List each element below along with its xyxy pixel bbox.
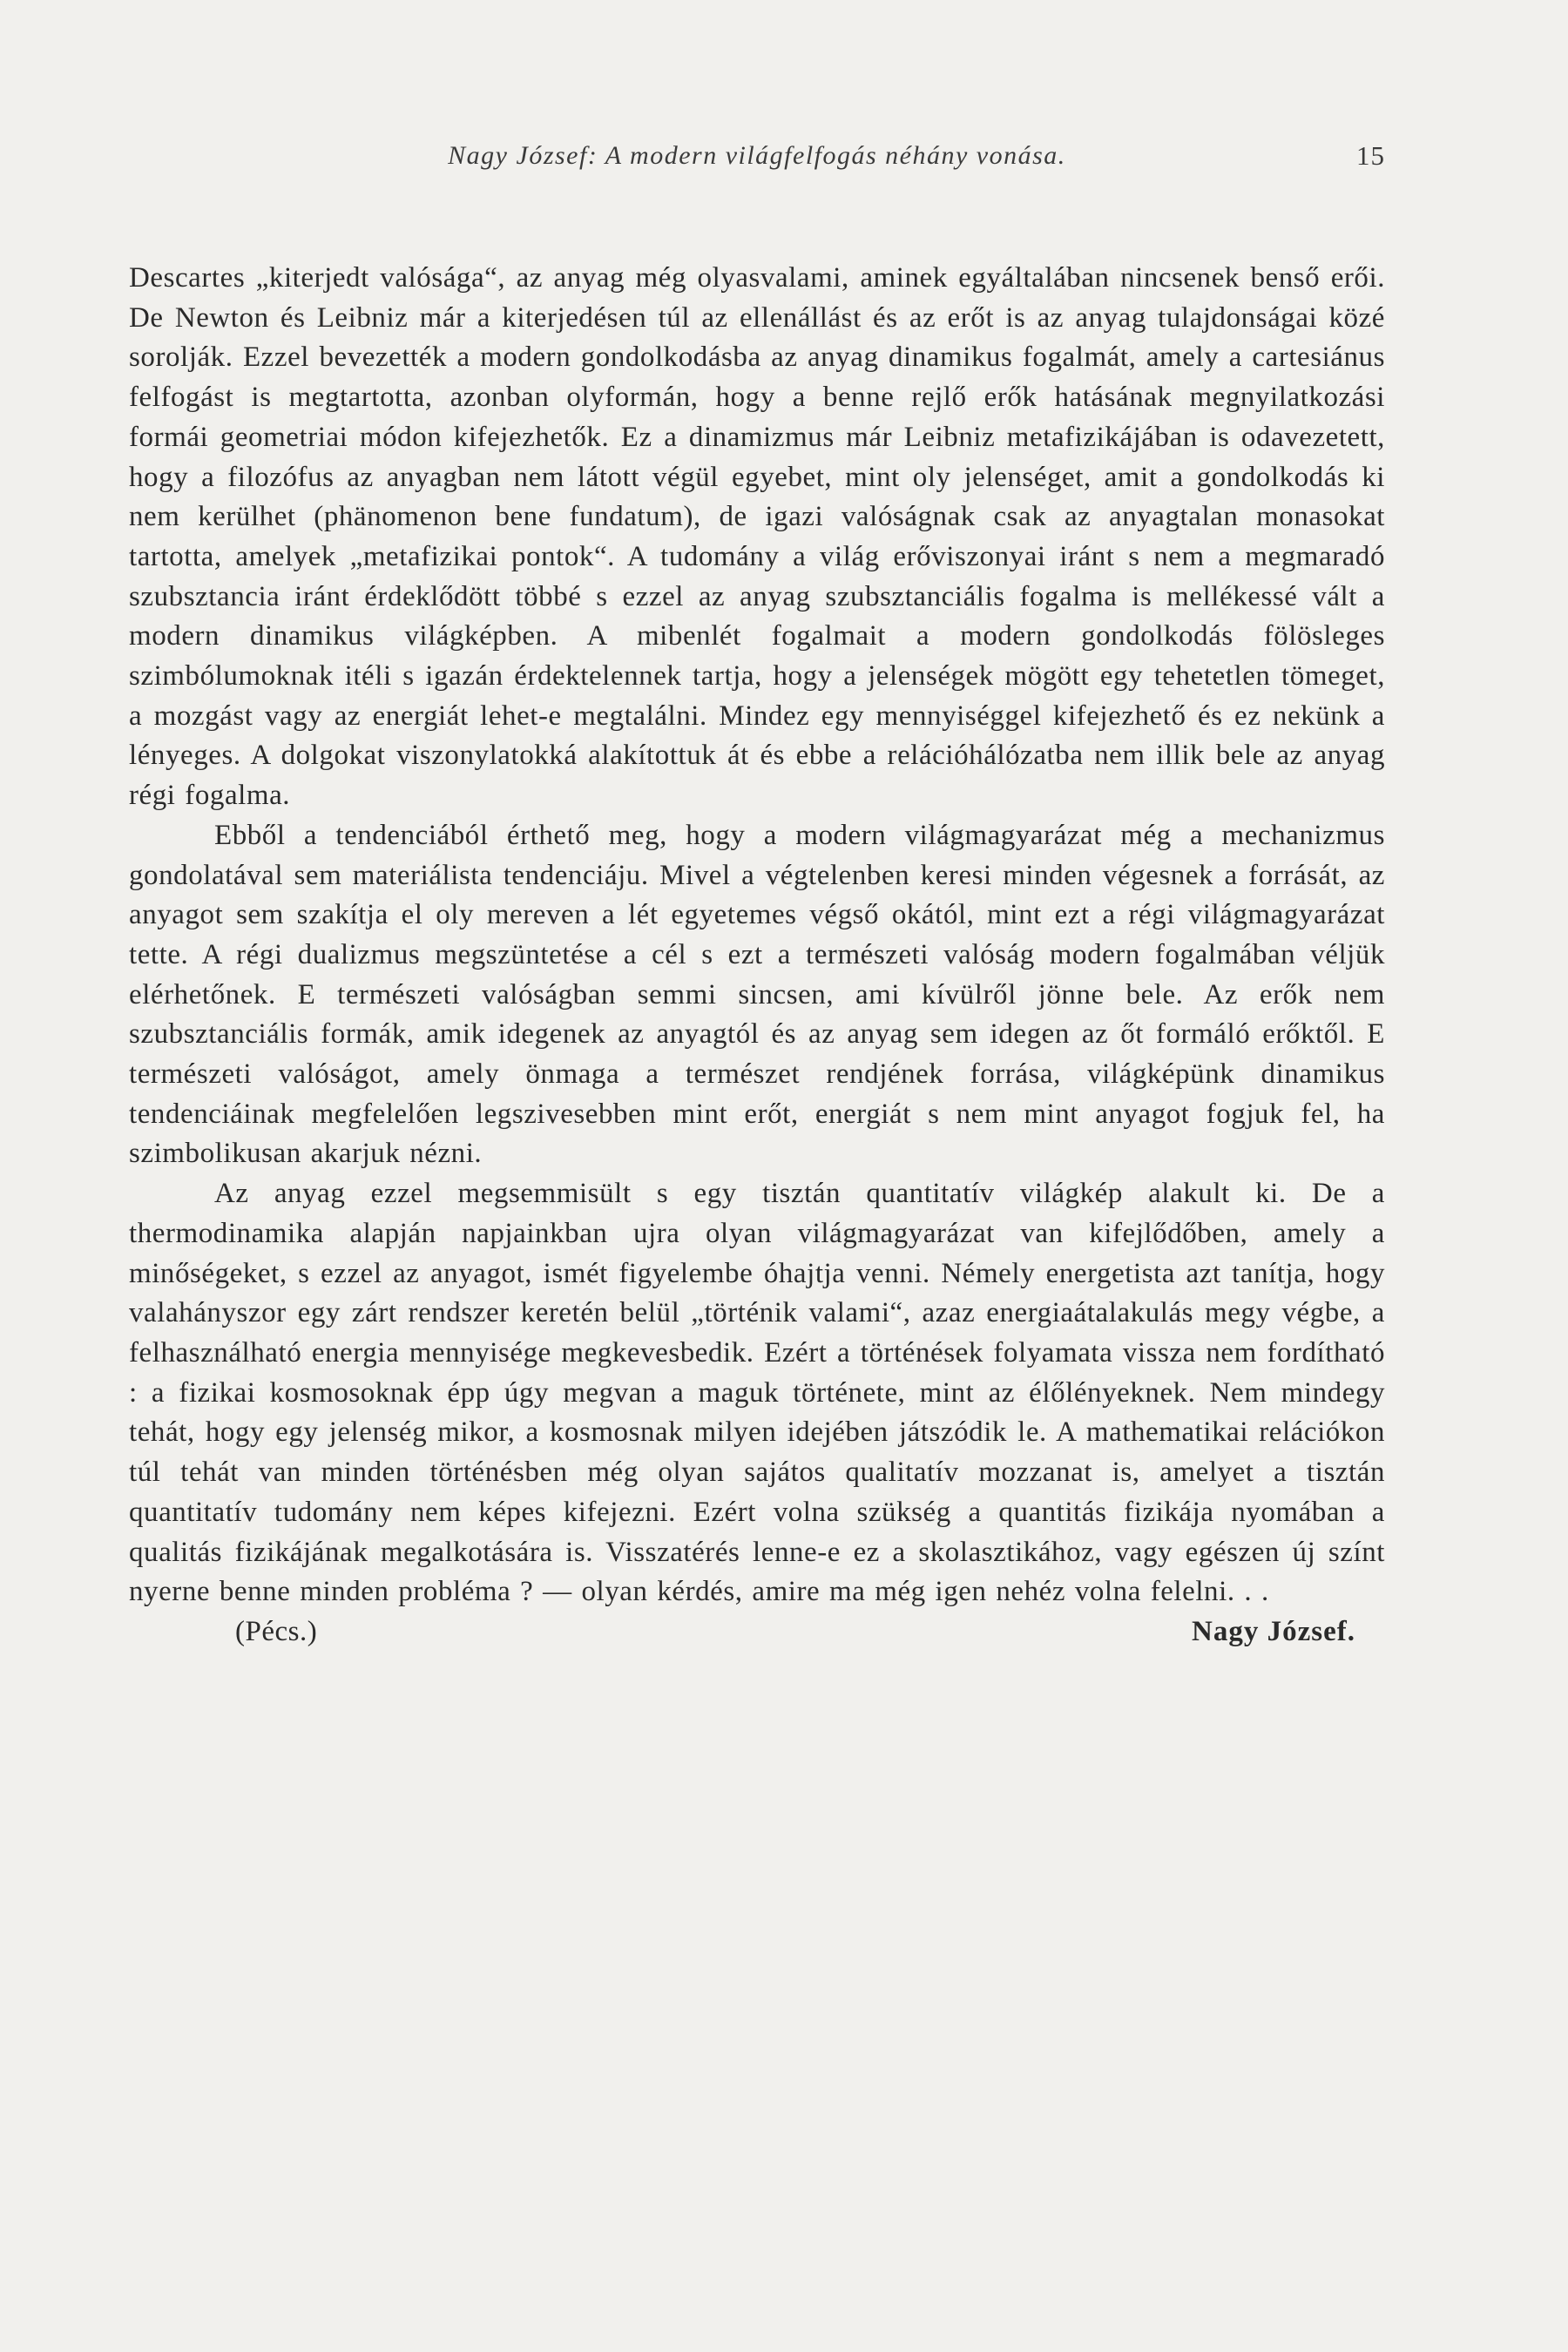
paragraph-3: Az anyag ezzel megsemmisült s egy tisztán quantitatív világkép alakult ki. De a thermodinamika alapján napjainkban ujra olyan világmagyarázat van kifejlődőben, amely a minőségeket, s ezzel az anyagot, ismét figyelembe óhajtja venni. Némely energetista azt tanítja, hogy valahányszor egy zárt rendszer keretén belül „történik valami“, azaz energiaátalakulás megy végbe, a felhasználható energia mennyisége megkevesbedik. Ezért a történések folyamata vissza nem fordítható : a fizikai kosmosoknak épp úgy megvan a maguk története, mint az élőlényeknek. Nem mindegy tehát, hogy egy jelenség mikor, a kosmosnak milyen idejében játszódik le. A mathematikai relációkon túl tehát van minden történésben még olyan sajátos qualitatív mozzanat is, amelyet a tisztán quantitatív tudomány nem képes kifejezni. Ezért volna szükség a quantitás fizikája nyomában a qualitás fizikájának megalkotására is. Visszatérés lenne-e ez a skolasztikához, vagy egészen új színt nyerne benne minden probléma ? — olyan kérdés, amire ma még igen nehéz volna felelni. . . (129, 1178, 1385, 1608)
article-body (129, 259, 1385, 1652)
page-number: 15 (1356, 140, 1385, 171)
running-title: Nagy József: A modern világfelfogás néhány vonása. (448, 141, 1066, 170)
running-head (129, 134, 1385, 178)
closing-line (129, 1612, 1385, 1652)
paragraph-1: Descartes „kiterjedt valósága“, az anyag még olyasvalami, aminek egyáltalában nincsenek benső erői. De Newton és Leibniz már a kiterjedésen túl az ellenállást és az erőt is az anyag tulajdonságai közé sorolják. Ezzel bevezették a modern gondolkodásba az anyag dinamikus fogalmát, amely a cartesiánus felfogást is megtartotta, azonban olyformán, hogy a benne rejlő erők hatásának megnyilatkozási formái geometriai módon kifejezhetők. Ez a dinamizmus már Leibniz metafizikájában is odavezetett, hogy a filozófus az anyagban nem látott végül egyebet, mint oly jelenséget, amit a gondolkodás ki nem kerülhet (phänomenon bene fundatum), de igazi valóságnak csak az anyagtalan monasokat tartotta, amelyek „metafizikai pontok“. A tudomány a világ erőviszonyai iránt s nem a megmaradó szubsztancia iránt érdeklődött többé s ezzel az anyag szubsztanciális fogalma is mellékessé vált a modern dinamikus világképben. A mibenlét fogalmait a modern gondolkodás fölösleges szimbólumoknak itéli s igazán érdektelennek tartja, hogy a jelenségek mögött egy tehetetlen tömeget, a mozgást vagy az energiát lehet-e megtalálni. Mindez egy mennyiséggel kifejezhető és ez nekünk a lényeges. A dolgokat viszonylatokká alakítottuk át és ebbe a relációhálózatba nem illik bele az anyag régi fogalma. (129, 262, 1385, 812)
place-note: (Pécs.) (235, 1615, 318, 1647)
author-signature: Nagy József. (1192, 1615, 1355, 1647)
paragraph-2: Ebből a tendenciából érthető meg, hogy a modern világmagyarázat még a mechanizmus gondolatával sem materiálista tendenciáju. Mivel a végtelenben keresi minden végesnek a forrását, az anyagot sem szakítja el oly mereven a lét egyetemes végső okától, mint ezt a régi világmagyarázat tette. A régi dualizmus megszüntetése a cél s ezt a természeti valóság modern fogalmában véljük elérhetőnek. E természeti valóságban semmi sincsen, ami kívülről jönne bele. Az erők nem szubsztanciális formák, amik idegenek az anyagtól és az anyag sem idegen az őt formáló erőktől. E természeti valóságot, amely önmaga a természet rendjének forrása, világképünk dinamikus tendenciáinak megfelelően legszivesebben mint erőt, energiát s nem mint anyagot fogjuk fel, ha szimbolikusan akarjuk nézni. (129, 819, 1385, 1170)
